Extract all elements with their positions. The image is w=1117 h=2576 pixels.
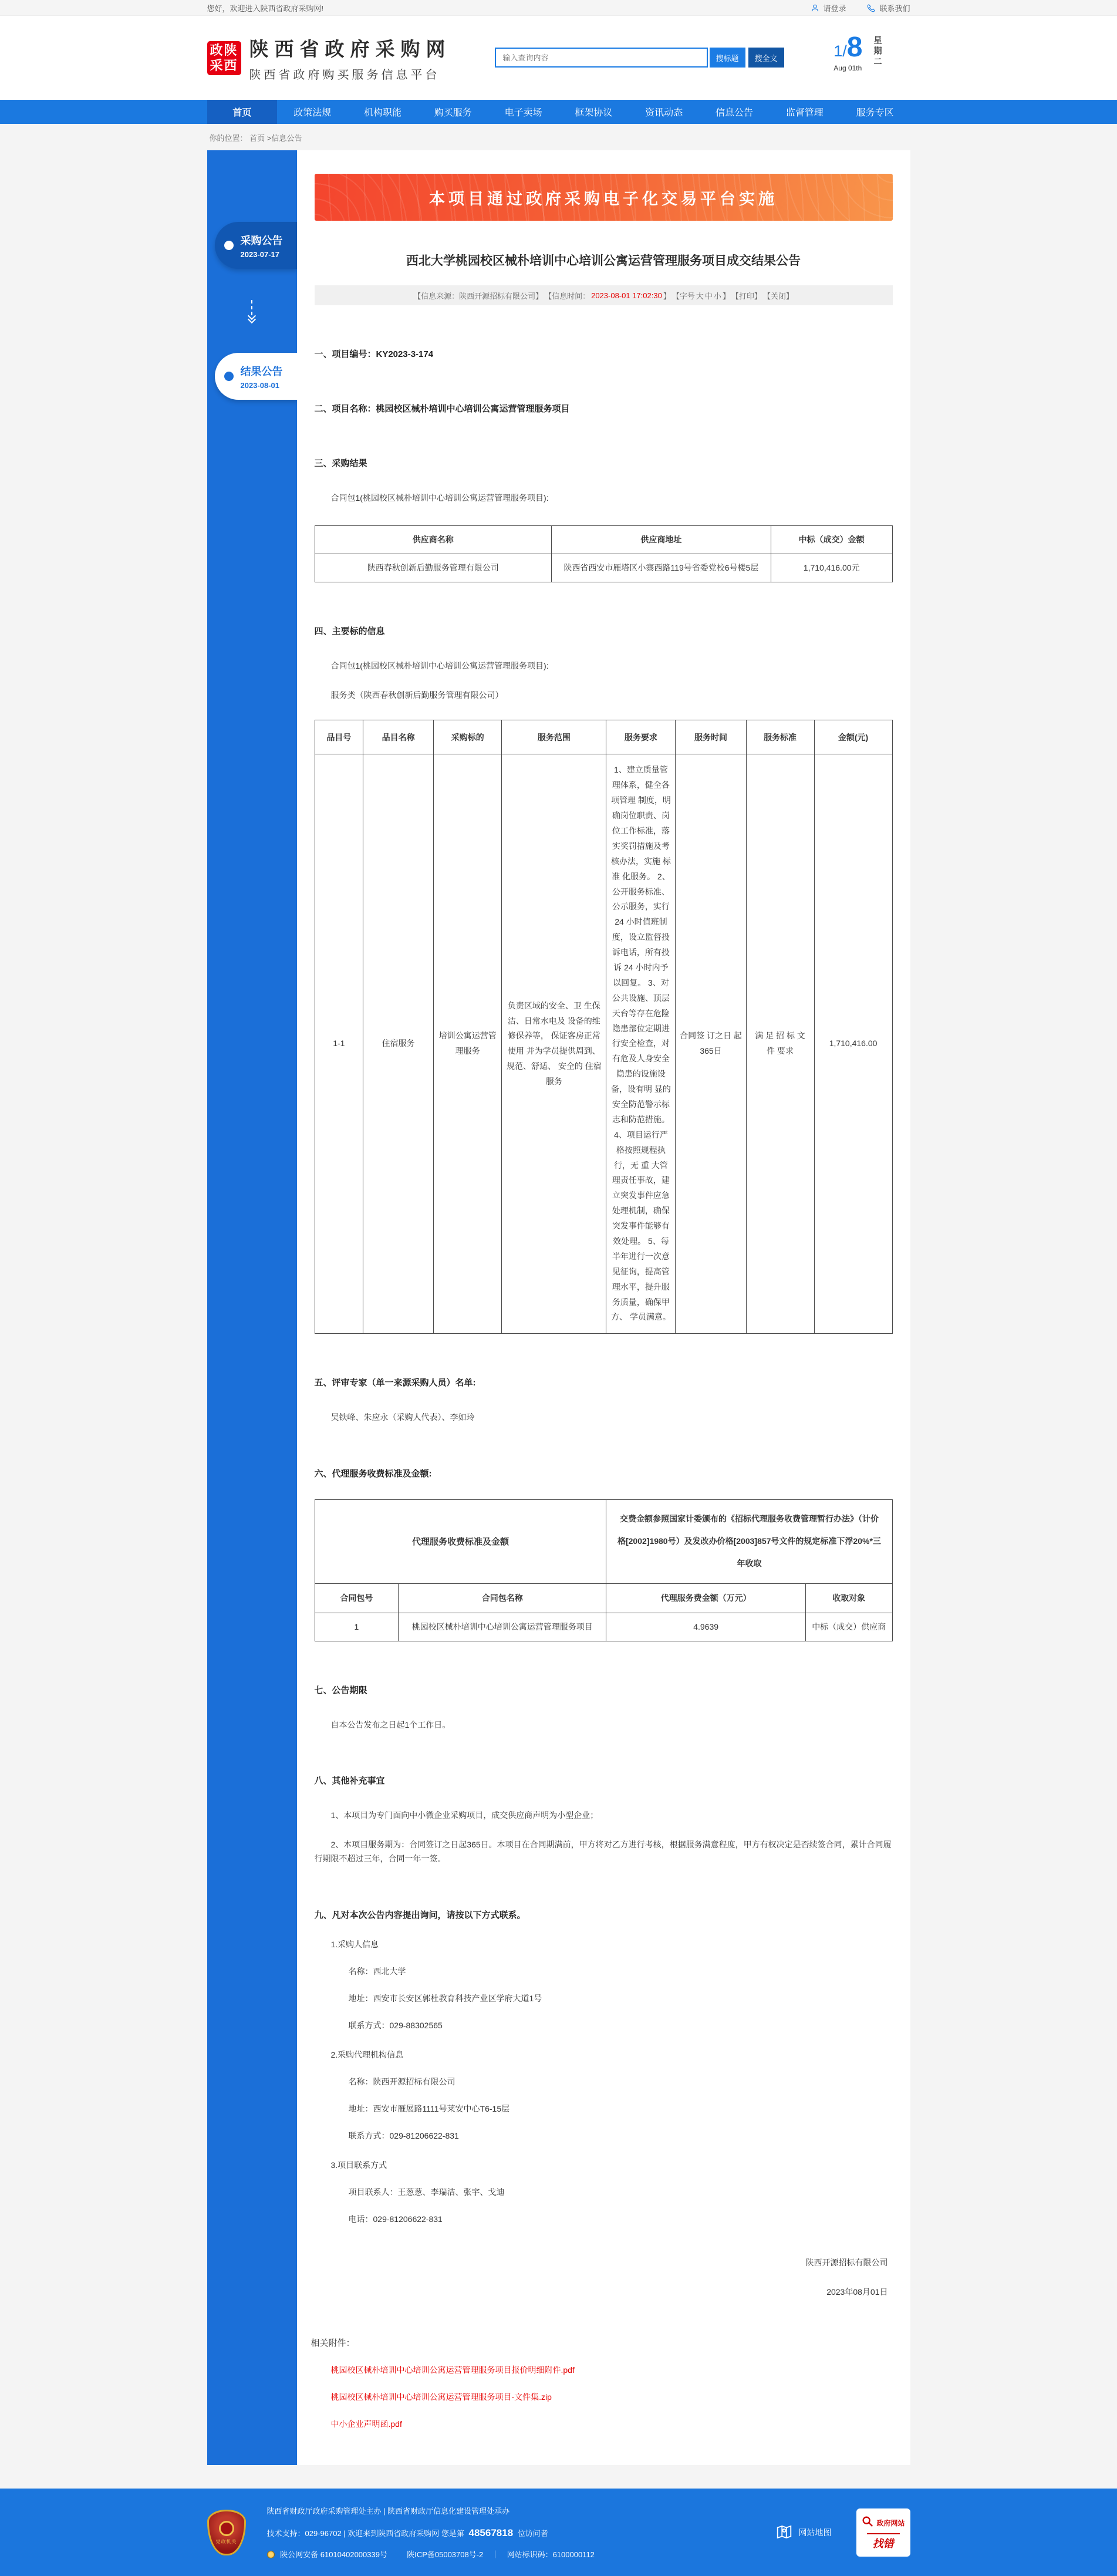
project-contact-title: 3.项目联系方式 (330, 2160, 387, 2170)
subject-table (315, 720, 893, 1334)
step-result-announcement[interactable] (215, 353, 297, 400)
welcome-text: 您好，欢迎进入陕西省政府采购网! (207, 4, 324, 13)
meta-time-prefix: 【信息时间： (544, 291, 590, 301)
col-target: 采购标的 (434, 720, 502, 754)
public-security-filing-link[interactable]: 陕公网安备 61010402000339号 (280, 2550, 387, 2559)
nav-item-service-zone[interactable]: 服务专区 (856, 108, 894, 118)
brand[interactable] (207, 34, 451, 82)
purchaser-name: 名称：西北大学 (348, 1966, 406, 1976)
nav-item-announcements[interactable]: 信息公告 (715, 108, 753, 118)
table-row (315, 754, 892, 1334)
logo-line-1: 政陕 (210, 42, 238, 58)
step-purchase-announcement[interactable] (215, 222, 297, 269)
col-supplier-address: 供应商地址 (551, 525, 771, 554)
police-badge-icon (267, 2551, 275, 2558)
footer-support-suffix: 位访问者 (517, 2528, 548, 2538)
agency-phone: 联系方式：029-81206622-831 (348, 2130, 459, 2140)
service-requirements: 1、建立质量管理体系，健全各项管理 制度，明确岗位职责、岗位工作标准，落实奖罚措施及考核办法，实施 标准 化服务。 2、公开服务标准、公示服务，实行 24 小时值班制度，设立监督投诉电话，所有投诉 24 小时内予以回复。 3、对公共设施、顶层天台等存在危险隐患部位定期进行安全检查，对有危及人身安全隐患的设施设备，设有明 显的安全防范警示标志和防范措施。 4、项目运行严格按照规程执行，无 重 大管理责任事故，建立突发事件应急 处理机制，确保突发事件能够有效处理。 5、每半年进行一次意见征询，提高管 理水平，提升服务质量，确保甲方、 学员满意。 (606, 754, 676, 1334)
site-code: 网站标识码：6100000112 (507, 2550, 595, 2559)
table-header-row (315, 525, 892, 554)
section-9-heading: 九、凡对本次公告内容提出询问，请按以下方式联系。 (314, 1910, 526, 1920)
signature-org: 陕西开源招标有限公司 (805, 2257, 888, 2267)
project-phone: 电话：029-81206622-831 (348, 2214, 443, 2224)
category-line: 服务类（陕西春秋创新后勤服务管理有限公司） (330, 690, 504, 700)
col-fee-payer: 收取对象 (805, 1583, 892, 1613)
footer-separator: ｜ (491, 2550, 499, 2559)
package-line: 合同包1(桃园校区械朴培训中心培训公寓运营管理服务项目): (330, 493, 549, 503)
page-title: 西北大学桃园校区械朴培训中心培训公寓运营管理服务项目成交结果公告 (406, 254, 801, 268)
close-link[interactable]: 【关闭】 (762, 291, 794, 301)
table-row (315, 1500, 892, 1583)
signature-block (315, 2257, 893, 2298)
font-size-small-link[interactable]: 小 (713, 291, 721, 301)
contact-link[interactable] (867, 2, 910, 14)
col-award-amount: 中标（成交）金额 (771, 525, 892, 554)
signature-date: 2023年08月01日 (826, 2287, 888, 2297)
step-dot-icon (224, 241, 234, 250)
step-date: 2023-08-01 (240, 380, 279, 390)
purchaser-info-title: 1.采购人信息 (330, 1939, 379, 1949)
project-contacts: 项目联系人：王葱葱、李瑞洁、张宇、戈迪 (348, 2187, 505, 2197)
breadcrumb (207, 124, 910, 150)
nav-item-supervision[interactable]: 监督管理 (785, 108, 824, 118)
fee-standard-label: 代理服务收费标准及金额 (315, 1500, 606, 1583)
award-amount: 1,710,416.00元 (771, 554, 892, 582)
print-link[interactable]: 【打印】 (731, 291, 762, 301)
nav-item-framework[interactable]: 框架协议 (575, 108, 613, 118)
gov-badge-error-label: 找错 (867, 2533, 900, 2551)
emblem-label: 党政机关 (215, 2538, 237, 2544)
package-name: 桃园校区械朴培训中心培训公寓运营管理服务项目 (399, 1613, 606, 1641)
contact-label: 联系我们 (879, 4, 910, 13)
attachment-link-fileset-zip[interactable]: 桃园校区械朴培训中心培训公寓运营管理服务项目-文件集.zip (330, 2392, 552, 2402)
col-fee-amount: 代理服务费金额（万元） (606, 1583, 805, 1613)
meta-bar (315, 285, 893, 305)
section-3-heading: 三、采购结果 (314, 458, 367, 468)
emblem-core-icon (219, 2521, 234, 2536)
supplier-name: 陕西春秋创新后勤服务管理有限公司 (315, 554, 551, 582)
top-bar (0, 0, 1117, 16)
site-title: 陕西省政府采购网 (249, 38, 451, 60)
date-weekday: 星期二 (873, 36, 883, 68)
col-standard: 服务标准 (746, 720, 814, 754)
font-size-large-link[interactable]: 大 (696, 291, 704, 301)
col-amount: 金额(元) (814, 720, 892, 754)
supplier-address: 陕西省西安市雁塔区小寨西路119号省委党校6号楼5层 (551, 554, 771, 582)
step-title: 结果公告 (240, 365, 283, 377)
sitemap-label: 网站地图 (798, 2528, 832, 2538)
nav-item-home[interactable]: 首页 (207, 100, 278, 124)
date-day: 8 (846, 32, 863, 63)
breadcrumb-prefix: 你的位置： (209, 134, 248, 143)
section-2-heading: 二、项目名称：桃园校区械朴培训中心培训公寓运营管理服务项目 (314, 404, 570, 414)
agency-address: 地址：西安市雁展路1111号莱安中心T6-15层 (348, 2103, 510, 2113)
footer-support-line (267, 2528, 775, 2538)
section-4-heading: 四、主要标的信息 (314, 626, 385, 636)
search-bar (495, 48, 784, 68)
purchaser-address: 地址：西安市长安区郭杜教育科技产业区学府大道1号 (348, 1993, 542, 2003)
attachments-title: 相关附件： (311, 2338, 355, 2348)
meta-source: 【信息来源：陕西开源招标有限公司】 (413, 291, 544, 301)
icp-filing-link[interactable]: 陕ICP备05003708号-2 (407, 2550, 484, 2559)
magnifier-icon (861, 2515, 874, 2531)
meta-time-value: 2023-08-01 17:02:30 (591, 291, 662, 300)
table-row (315, 554, 892, 582)
search-fulltext-button[interactable]: 搜全文 (748, 48, 784, 68)
breadcrumb-current[interactable]: 信息公告 (271, 134, 302, 143)
gov-website-error-badge[interactable] (856, 2508, 910, 2557)
login-label: 请登录 (823, 4, 846, 13)
service-standard: 满 足 招 标 文 件 要求 (746, 754, 814, 1334)
site-logo (207, 41, 241, 75)
section-7-heading: 七、公告期限 (314, 1685, 367, 1695)
step-dot-icon (224, 372, 234, 381)
attachment-link-sme-declaration-pdf[interactable]: 中小企业声明函.pdf (330, 2419, 402, 2429)
col-duration: 服务时间 (676, 720, 746, 754)
meta-time-suffix: 】 (663, 291, 671, 301)
meta-size-suffix: 】 (722, 291, 730, 301)
progress-sidebar (207, 150, 297, 2465)
table-header-row (315, 1583, 892, 1613)
search-title-button[interactable]: 搜标题 (710, 48, 745, 68)
section-6-heading: 六、代理服务收费标准及金额: (314, 1469, 432, 1479)
footer-organizer-line: 陕西省财政厅政府采购管理处主办 | 陕西省财政厅信息化建设管理处承办 (266, 2506, 510, 2516)
table-row (315, 1613, 892, 1641)
item-no: 1-1 (315, 754, 363, 1334)
nav-item-purchase-services[interactable]: 购买服务 (434, 108, 472, 118)
col-item-name: 品目名称 (363, 720, 434, 754)
nav-item-emall[interactable]: 电子卖场 (504, 108, 542, 118)
visitor-count: 48567818 (468, 2527, 514, 2538)
platform-banner: 本项目通过政府采购电子化交易平台实施 (315, 174, 893, 221)
amount: 1,710,416.00 (814, 754, 892, 1334)
sitemap-link[interactable] (775, 2523, 832, 2543)
table-header-row (315, 720, 892, 754)
attachment-link-quotation-pdf[interactable]: 桃园校区械朴培训中心培训公寓运营管理服务项目报价明细附件.pdf (330, 2365, 575, 2375)
font-size-medium-link[interactable]: 中 (704, 291, 713, 301)
user-icon (811, 4, 819, 12)
search-input[interactable] (495, 48, 708, 68)
agency-fee-table (315, 1499, 893, 1641)
item-name: 住宿服务 (363, 754, 434, 1334)
section-1-heading: 一、项目编号：KY2023-3-174 (314, 349, 434, 359)
fee-payer: 中标（成交）供应商 (805, 1613, 892, 1641)
service-scope: 负责区域的安全、卫 生保洁、日常水电及 设备的维修保养等， 保证客房正常使用 并为学员提供周到、 规范、舒适、 安全的 住宿服务 (502, 754, 606, 1334)
supplement-item-2: 2、本项目服务期为：合同签订之日起365日。本项目在合同期满前，甲方将对乙方进行考核，根据服务满意程度，甲方有权决定是否续签合同，累计合同履行期限不超过三年，合同一年一签。 (314, 1840, 892, 1863)
agency-info-title: 2.采购代理机构信息 (330, 2049, 404, 2059)
col-supplier-name: 供应商名称 (315, 525, 551, 554)
date-fraction: 1/ (833, 42, 847, 60)
result-table (315, 525, 893, 582)
breadcrumb-separator: > (265, 134, 272, 143)
footer-registration-line (267, 2551, 775, 2558)
login-link[interactable] (811, 2, 846, 14)
purchaser-phone: 联系方式：029-88302565 (348, 2020, 443, 2030)
step-title: 采购公告 (240, 234, 283, 247)
fee-amount: 4.9639 (606, 1613, 805, 1641)
nav-item-policies[interactable]: 政策法规 (293, 108, 332, 118)
col-item-no: 品目号 (315, 720, 363, 754)
footer-support-prefix: 技术支持：029-96702 | 欢迎来到陕西省政府采购网 您是第 (266, 2528, 464, 2538)
service-duration: 合同签 订之日 起365日 (676, 754, 746, 1334)
site-footer (0, 2489, 1117, 2576)
article-card (297, 150, 910, 2465)
supplement-item-1: 1、本项目为专门面向中小微企业采购项目，成交供应商声明为小型企业； (330, 1810, 599, 1820)
announcement-period: 自本公告发布之日起1个工作日。 (330, 1719, 451, 1729)
nav-item-news[interactable]: 资讯动态 (645, 108, 683, 118)
package-no: 1 (315, 1613, 399, 1641)
date-english: Aug 01th (833, 64, 862, 72)
phone-icon (867, 4, 876, 12)
section-5-heading: 五、评审专家（单一来源采购人员）名单: (314, 1378, 476, 1388)
site-subtitle: 陕西省政府购买服务信息平台 (249, 68, 440, 82)
section-8-heading: 八、其他补充事宜 (314, 1776, 385, 1786)
government-emblem-icon (207, 2510, 246, 2555)
col-package-name: 合同包名称 (399, 1583, 606, 1613)
gov-badge-name: 政府网站 (876, 2518, 905, 2527)
meta-size-prefix: 【字号 (671, 291, 695, 301)
agency-name: 名称：陕西开源招标有限公司 (348, 2076, 455, 2086)
arrow-down-icon (207, 283, 297, 339)
package-line: 合同包1(桃园校区械朴培训中心培训公寓运营管理服务项目): (330, 660, 549, 670)
col-package-no: 合同包号 (315, 1583, 399, 1613)
step-date: 2023-07-17 (240, 249, 279, 259)
fee-standard-description: 交费金额参照国家计委颁布的《招标代理服务收费管理暂行办法》（计价格[2002]1980号）及发改办价格[2003]857号文件的规定标准下浮20%*三年收取 (606, 1500, 892, 1583)
breadcrumb-home[interactable]: 首页 (249, 134, 265, 143)
procurement-target: 培训公寓运营管理服务 (434, 754, 502, 1334)
nav-item-functions[interactable]: 机构职能 (363, 108, 401, 118)
expert-names: 吴铁峰、朱应永（采购人代表）、李如玲 (330, 1412, 475, 1422)
col-scope: 服务范围 (502, 720, 606, 754)
col-requirements: 服务要求 (606, 720, 676, 754)
main-nav (0, 100, 1117, 124)
date-widget (833, 33, 907, 72)
site-header (0, 16, 1117, 100)
map-icon (775, 2523, 793, 2543)
logo-line-2: 采西 (210, 58, 238, 73)
